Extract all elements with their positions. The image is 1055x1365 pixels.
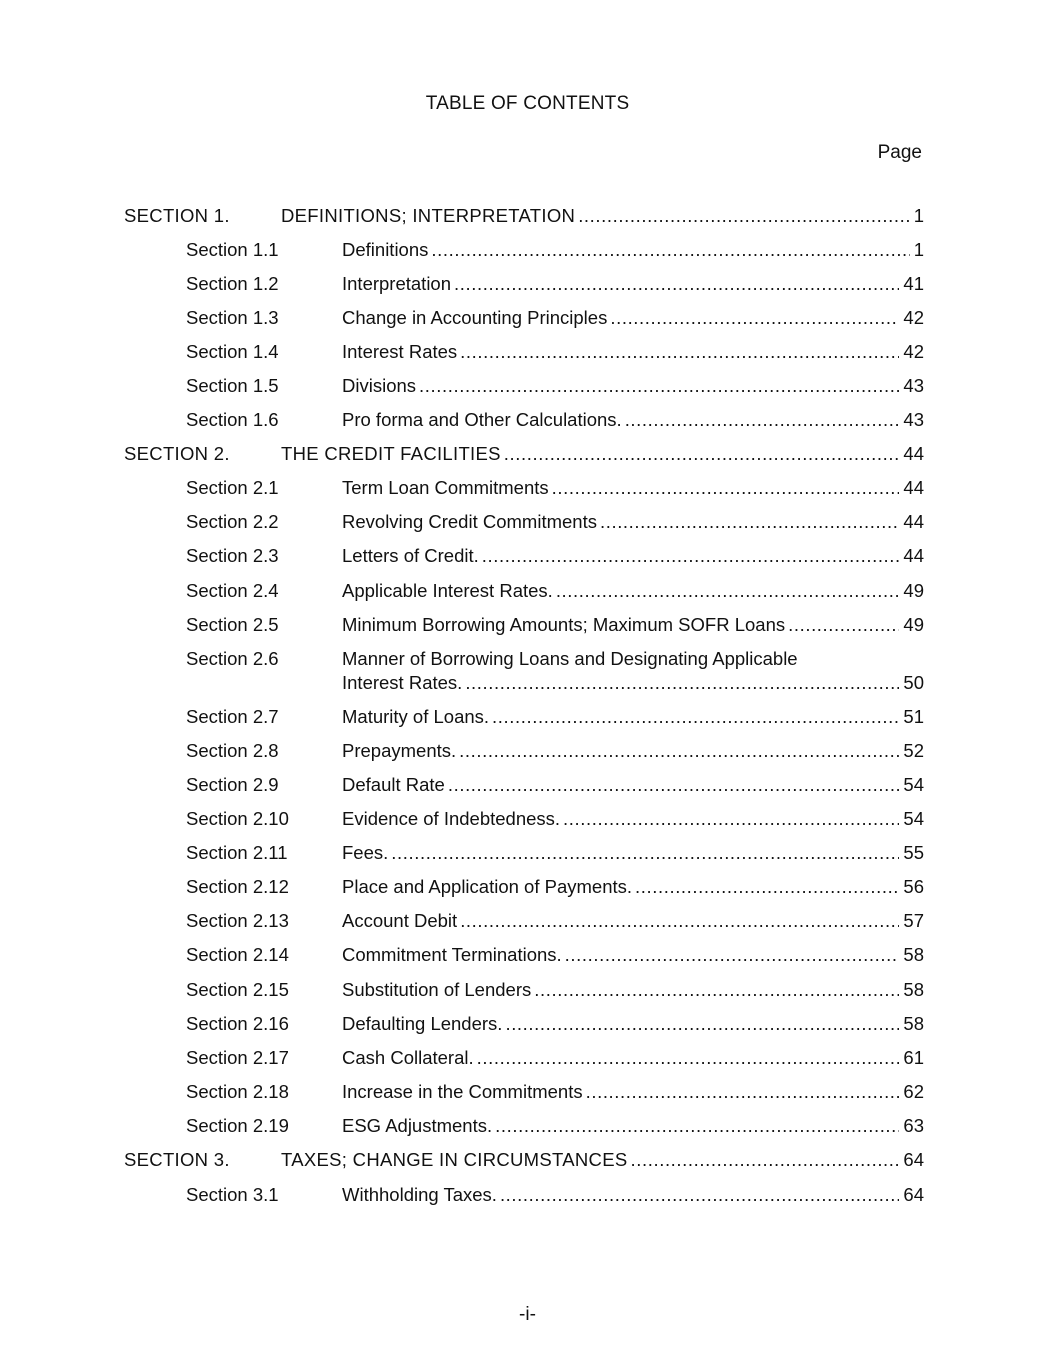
toc-page-number: 44: [903, 511, 924, 532]
dot-leader: [586, 1081, 900, 1103]
toc-title: Term Loan Commitments: [342, 477, 549, 498]
toc-section-number: Section 2.5: [186, 614, 279, 635]
toc-section-number: Section 2.16: [186, 1013, 289, 1034]
toc-page-number: 43: [903, 409, 924, 430]
toc-section-number: Section 2.11: [186, 842, 288, 863]
toc-entry: [0, 545, 1055, 575]
toc-leader-line: [342, 808, 924, 830]
toc-section-number: Section 2.12: [186, 876, 289, 897]
toc-leader-line: [342, 774, 924, 796]
toc-entry: [0, 614, 1055, 644]
toc-section-number: Section 2.18: [186, 1081, 289, 1102]
toc-section-number: SECTION 1.: [124, 205, 230, 226]
toc-page-number: 1: [913, 205, 924, 226]
toc-title: Account Debit: [342, 910, 458, 931]
toc-entry: [0, 239, 1055, 269]
toc-title: Commitment Terminations.: [342, 944, 562, 965]
toc-leader-line: [342, 545, 924, 567]
toc-section-number: Section 1.2: [186, 273, 279, 294]
toc-entry: [0, 1013, 1055, 1043]
toc-title: Pro forma and Other Calculations.: [342, 409, 622, 430]
toc-title: Prepayments.: [342, 740, 457, 761]
toc-entry: [0, 307, 1055, 337]
toc-title: Defaulting Lenders.: [342, 1013, 503, 1034]
toc-entry: [0, 477, 1055, 507]
toc-section-number: Section 2.19: [186, 1115, 289, 1136]
page-column-header: Page: [877, 142, 922, 163]
dot-leader: [534, 979, 899, 1001]
toc-page-number: 41: [903, 273, 924, 294]
toc-title: Applicable Interest Rates.: [342, 580, 553, 601]
toc-title: Divisions: [342, 375, 417, 396]
toc-title: Fees.: [342, 842, 389, 863]
toc-section-number: Section 1.6: [186, 409, 279, 430]
toc-page-number: 44: [903, 545, 924, 566]
toc-entry: [0, 774, 1055, 804]
dot-leader: [625, 409, 900, 431]
toc-page-number: 49: [903, 614, 924, 635]
toc-page-number: 62: [903, 1081, 924, 1102]
toc-page-number: 55: [903, 842, 924, 863]
toc-section-number: Section 2.8: [186, 740, 279, 761]
toc-section-number: Section 2.3: [186, 545, 279, 566]
toc-leader-line: [342, 614, 924, 636]
toc-leader-line: [342, 1115, 924, 1137]
toc-section-number: Section 3.1: [186, 1184, 279, 1205]
toc-leader-line: [342, 341, 924, 363]
toc-entry: [0, 1081, 1055, 1111]
toc-leader-line: [342, 876, 924, 898]
toc-title: Cash Collateral.: [342, 1047, 474, 1068]
toc-page-number: 57: [903, 910, 924, 931]
toc-leader-line: [342, 910, 924, 932]
dot-leader: [431, 239, 909, 261]
toc-title: Interest Rates: [342, 341, 458, 362]
toc-section-number: Section 2.10: [186, 808, 289, 829]
toc-title: Change in Accounting Principles: [342, 307, 608, 328]
dot-leader: [500, 1184, 899, 1206]
toc-entry: [0, 876, 1055, 906]
toc-entry: [0, 648, 1055, 702]
toc-leader-line: [342, 979, 924, 1001]
toc-leader-line: [281, 1149, 924, 1171]
toc-section-number: Section 2.4: [186, 580, 279, 601]
toc-page-number: 42: [903, 341, 924, 362]
toc-title: Interpretation: [342, 273, 452, 294]
toc-section-number: Section 1.3: [186, 307, 279, 328]
toc-entry: [0, 944, 1055, 974]
toc-title: Maturity of Loans.: [342, 706, 490, 727]
toc-page-number: 58: [903, 979, 924, 1000]
dot-leader: [610, 307, 899, 329]
dot-leader: [556, 580, 900, 602]
toc-entry: [0, 341, 1055, 371]
toc-entry: [0, 273, 1055, 303]
toc-entry: [0, 580, 1055, 610]
toc-leader-line: [342, 842, 924, 864]
toc-entry: [0, 375, 1055, 405]
dot-leader: [788, 614, 899, 636]
toc-section-number: Section 2.1: [186, 477, 279, 498]
dot-leader: [631, 1149, 900, 1171]
toc-title: TAXES; CHANGE IN CIRCUMSTANCES: [281, 1149, 628, 1170]
toc-leader-line: [342, 944, 924, 966]
toc-section-number: SECTION 3.: [124, 1149, 230, 1170]
toc-title: Interest Rates.: [342, 672, 463, 693]
toc-entry: [0, 409, 1055, 439]
toc-page-number: 51: [903, 706, 924, 727]
toc-page-number: 58: [903, 944, 924, 965]
toc-leader-line: [342, 1184, 924, 1206]
toc-page-number: 1: [913, 239, 924, 260]
toc-leader-line: [342, 740, 924, 762]
toc-page-number: 61: [903, 1047, 924, 1068]
toc-leader-line: [342, 409, 924, 431]
toc-entry: [0, 740, 1055, 770]
toc-title: Increase in the Commitments: [342, 1081, 583, 1102]
toc-leader-line: [342, 477, 924, 499]
dot-leader: [465, 672, 899, 694]
page-number-footer: -i-: [519, 1304, 536, 1325]
dot-leader: [565, 944, 900, 966]
toc-page-number: 58: [903, 1013, 924, 1034]
toc-title: Default Rate: [342, 774, 445, 795]
toc-section-number: Section 2.9: [186, 774, 279, 795]
toc-entry: [0, 910, 1055, 940]
toc-entry: [0, 979, 1055, 1009]
toc-leader-line: [342, 672, 924, 694]
toc-entry: [0, 1115, 1055, 1145]
toc-section-number: Section 2.2: [186, 511, 279, 532]
toc-title: Minimum Borrowing Amounts; Maximum SOFR Loans: [342, 614, 786, 635]
toc-page-number: 43: [903, 375, 924, 396]
toc-section-number: Section 2.6: [186, 648, 279, 669]
toc-entry: [0, 808, 1055, 838]
toc-leader-line: [342, 239, 924, 261]
dot-leader: [495, 1115, 899, 1137]
toc-page-number: 54: [903, 774, 924, 795]
toc-title: Revolving Credit Commitments: [342, 511, 597, 532]
toc-title: Withholding Taxes.: [342, 1184, 497, 1205]
toc-leader-line: [342, 511, 924, 533]
dot-leader: [454, 273, 899, 295]
toc-section-heading: [0, 205, 1055, 235]
toc-entry: [0, 1184, 1055, 1214]
toc-entry: [0, 1047, 1055, 1077]
toc-page-number: 56: [903, 876, 924, 897]
toc-section-heading: [0, 1149, 1055, 1179]
dot-leader: [477, 1047, 900, 1069]
toc-page-number: 49: [903, 580, 924, 601]
toc-leader-line: [342, 1081, 924, 1103]
dot-leader: [635, 876, 899, 898]
toc-page-number: 54: [903, 808, 924, 829]
dot-leader: [552, 477, 900, 499]
toc-title: Definitions: [342, 239, 429, 260]
dot-leader: [578, 205, 910, 227]
toc-section-number: SECTION 2.: [124, 443, 230, 464]
toc-page-number: 63: [903, 1115, 924, 1136]
dot-leader: [600, 511, 899, 533]
dot-leader: [419, 375, 899, 397]
toc-title-line: Manner of Borrowing Loans and Designating Applicable: [342, 648, 798, 669]
dot-leader: [505, 1013, 899, 1035]
toc-page-number: 52: [903, 740, 924, 761]
toc-leader-line: [342, 706, 924, 728]
dot-leader: [448, 774, 900, 796]
toc-page-number: 64: [903, 1184, 924, 1205]
toc-title: ESG Adjustments.: [342, 1115, 493, 1136]
dot-leader: [504, 443, 900, 465]
toc-entry: [0, 511, 1055, 541]
toc-leader-line: [342, 375, 924, 397]
dot-leader: [391, 842, 899, 864]
toc-entry: [0, 842, 1055, 872]
toc-page-number: 42: [903, 307, 924, 328]
toc-page-number: 44: [903, 477, 924, 498]
toc-section-number: Section 2.13: [186, 910, 289, 931]
toc-leader-line: [342, 273, 924, 295]
toc-section-number: Section 1.5: [186, 375, 279, 396]
toc-section-number: Section 2.17: [186, 1047, 289, 1068]
toc-section-number: Section 2.7: [186, 706, 279, 727]
dot-leader: [482, 545, 900, 567]
dot-leader: [563, 808, 899, 830]
toc-section-number: Section 2.15: [186, 979, 289, 1000]
dot-leader: [459, 740, 899, 762]
toc-leader-line: [342, 307, 924, 329]
toc-page-number: 50: [903, 672, 924, 693]
toc-leader-line: [281, 443, 924, 465]
toc-page-number: 44: [903, 443, 924, 464]
toc-leader-line: [342, 1013, 924, 1035]
dot-leader: [460, 910, 899, 932]
toc-title: Evidence of Indebtedness.: [342, 808, 561, 829]
toc-section-number: Section 1.4: [186, 341, 279, 362]
toc-section-number: Section 2.14: [186, 944, 289, 965]
toc-leader-line: [342, 1047, 924, 1069]
toc-section-number: Section 1.1: [186, 239, 279, 260]
toc-entry: [0, 706, 1055, 736]
toc-leader-line: [281, 205, 924, 227]
toc-title: THE CREDIT FACILITIES: [281, 443, 501, 464]
dot-leader: [492, 706, 899, 728]
toc-title: Letters of Credit.: [342, 545, 479, 566]
toc-section-heading: [0, 443, 1055, 473]
toc-leader-line: [342, 580, 924, 602]
dot-leader: [460, 341, 899, 363]
page-title: TABLE OF CONTENTS: [425, 93, 630, 114]
toc-title: DEFINITIONS; INTERPRETATION: [281, 205, 576, 226]
toc-page-number: 64: [903, 1149, 924, 1170]
toc-title: Substitution of Lenders: [342, 979, 532, 1000]
toc-title: Place and Application of Payments.: [342, 876, 633, 897]
